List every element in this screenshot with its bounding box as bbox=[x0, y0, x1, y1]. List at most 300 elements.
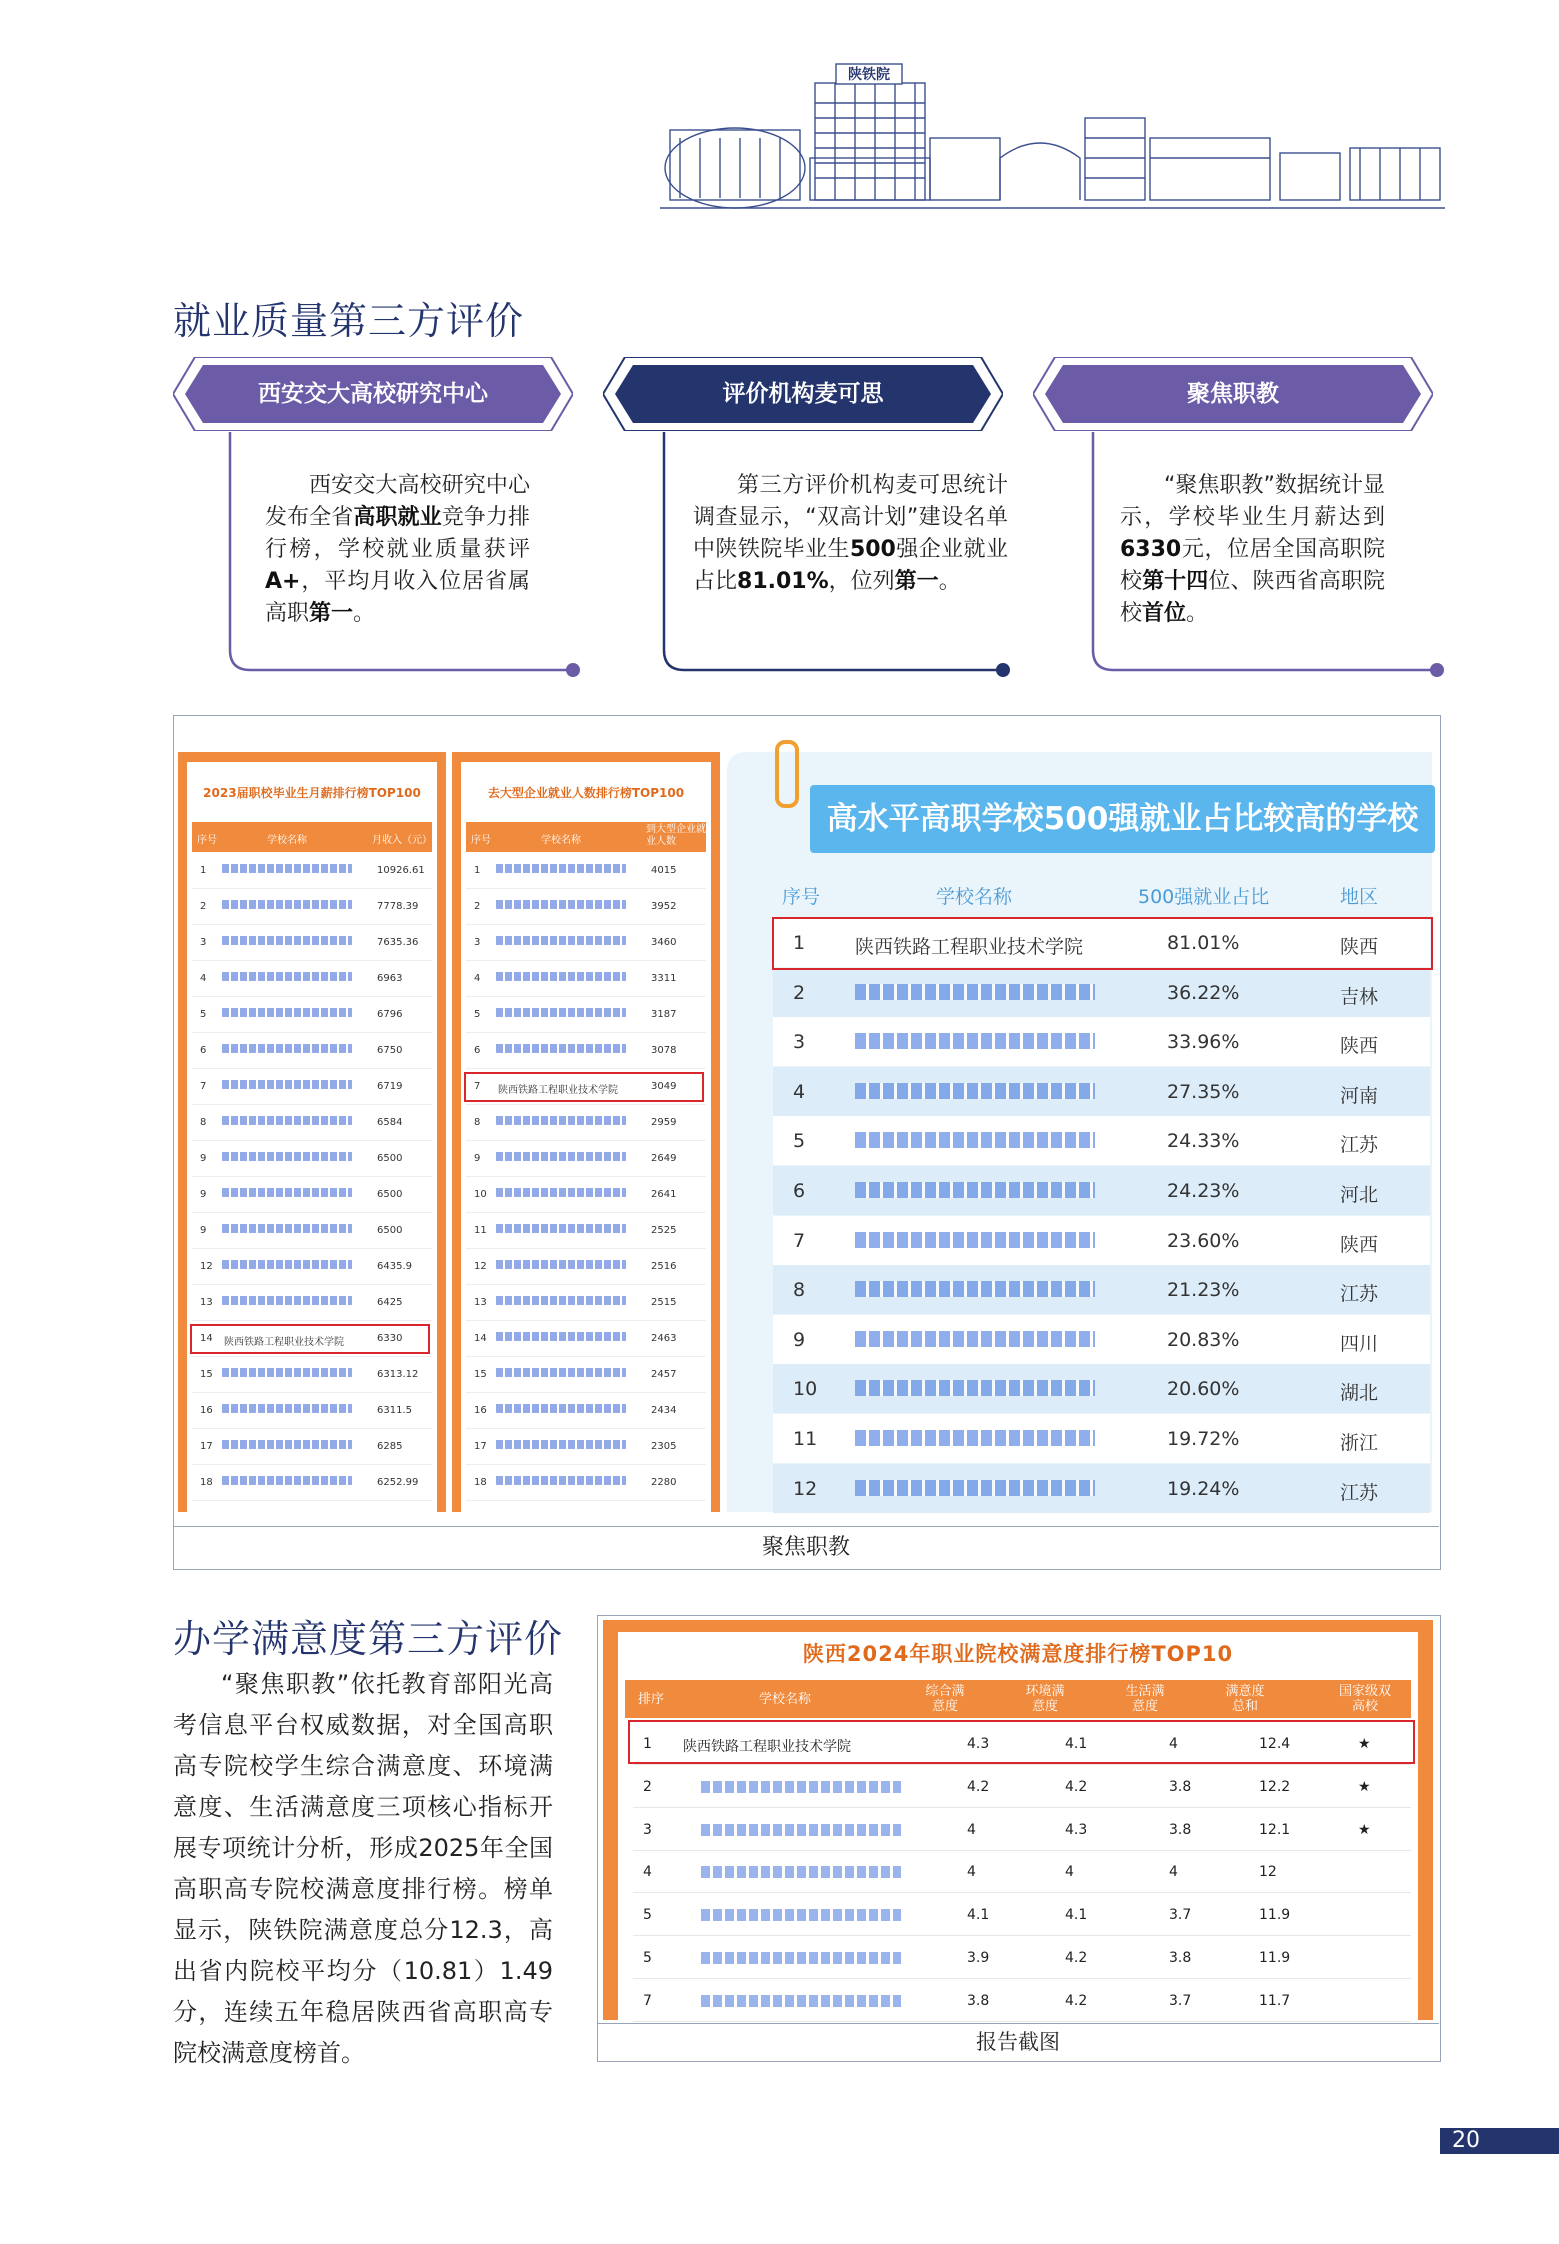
ratio-cell: 24.23% bbox=[1167, 1180, 1240, 1202]
enterprise-row bbox=[466, 924, 706, 961]
ratio-cell: 20.83% bbox=[1167, 1328, 1240, 1351]
redacted-school-name bbox=[496, 900, 626, 909]
enterprise-row bbox=[466, 996, 706, 1033]
rank-cell: 3 bbox=[474, 937, 481, 948]
card-text-fragment: 第三方评价机构麦可思统计调查显示，“双高计划”建设名单中陕铁院毕业生 bbox=[693, 473, 1008, 562]
salary-row bbox=[192, 1464, 432, 1501]
ratio-cell: 19.24% bbox=[1167, 1477, 1240, 1500]
value-cell: 6330 bbox=[377, 1333, 403, 1344]
double-high-cell: ★ bbox=[1358, 1736, 1371, 1752]
enterprise-row bbox=[466, 888, 706, 925]
salary-row bbox=[192, 960, 432, 997]
redacted-school-name bbox=[496, 1116, 626, 1125]
col-school: 学校名称 bbox=[758, 1692, 811, 1707]
enterprise-ranking-header bbox=[466, 822, 706, 852]
card-text-fragment: ，平均月收入位居省属高职 bbox=[265, 569, 530, 626]
environment-cell: 4 bbox=[1065, 1864, 1074, 1881]
card-text-fragment: 元，位居全国高职院校 bbox=[1120, 537, 1385, 594]
top500-row bbox=[773, 1067, 1430, 1116]
card-text-fragment: 。 bbox=[938, 569, 961, 594]
emphasis-text: 500 bbox=[849, 537, 896, 562]
value-cell: 2649 bbox=[651, 1153, 677, 1164]
life-cell: 4 bbox=[1169, 1736, 1178, 1752]
value-cell: 6796 bbox=[377, 1009, 403, 1020]
redacted-school-name bbox=[222, 1476, 352, 1485]
card-text-fragment: 。 bbox=[1186, 601, 1209, 626]
col-ratio: 500强就业占比 bbox=[1138, 886, 1270, 908]
redacted-school-name bbox=[496, 1044, 626, 1053]
card-banner-xjtu bbox=[173, 357, 573, 431]
overall-cell: 4 bbox=[967, 1864, 976, 1881]
rank-cell: 5 bbox=[200, 1009, 207, 1020]
redacted-school-name bbox=[701, 1781, 901, 1793]
salary-row bbox=[192, 1320, 432, 1357]
total-cell: 12 bbox=[1259, 1864, 1277, 1881]
value-cell: 2434 bbox=[651, 1405, 677, 1416]
value-cell: 6750 bbox=[377, 1045, 403, 1056]
redacted-school-name bbox=[496, 936, 626, 945]
rank-cell: 6 bbox=[200, 1045, 207, 1056]
rank-cell: 14 bbox=[200, 1333, 213, 1344]
top500-row bbox=[773, 1216, 1430, 1265]
redacted-school-name bbox=[222, 1368, 352, 1377]
life-cell: 3.8 bbox=[1169, 1778, 1192, 1795]
overall-cell: 3.9 bbox=[967, 1950, 990, 1966]
rank-cell: 1 bbox=[793, 932, 806, 954]
environment-cell: 4.3 bbox=[1065, 1821, 1088, 1838]
school-name-cell: 陕西铁路工程职业技术学院 bbox=[855, 936, 1084, 958]
rank-cell: 3 bbox=[793, 1031, 806, 1054]
ratio-cell: 27.35% bbox=[1167, 1080, 1240, 1103]
satisfaction-row bbox=[633, 1979, 1411, 2022]
top500-row bbox=[773, 1464, 1430, 1513]
total-cell: 11.9 bbox=[1259, 1950, 1291, 1966]
rank-cell: 4 bbox=[793, 1080, 806, 1103]
emphasis-text: 6330 bbox=[1120, 537, 1182, 562]
rank-cell: 7 bbox=[474, 1081, 481, 1092]
rank-cell: 13 bbox=[200, 1297, 213, 1308]
overall-cell: 4.2 bbox=[967, 1778, 990, 1795]
satisfaction-row bbox=[633, 1765, 1411, 1808]
card-text-fragment: “聚焦职教”数据统计显示，学校毕业生月薪达到 bbox=[1120, 473, 1385, 530]
rank-cell: 18 bbox=[200, 1477, 213, 1488]
redacted-school-name bbox=[222, 1440, 352, 1449]
ratio-cell: 23.60% bbox=[1167, 1229, 1240, 1252]
ratio-cell: 81.01% bbox=[1167, 932, 1240, 954]
rank-cell: 9 bbox=[793, 1328, 806, 1351]
card-text-fragment: 位、陕西省高职院校 bbox=[1120, 569, 1385, 626]
redacted-school-name bbox=[496, 1476, 626, 1485]
emphasis-text: A+ bbox=[265, 569, 301, 594]
region-cell: 湖北 bbox=[1340, 1382, 1379, 1405]
paperclip-icon bbox=[775, 740, 799, 808]
redacted-school-name bbox=[855, 1182, 1095, 1198]
salary-row bbox=[192, 1392, 432, 1429]
rank-cell: 9 bbox=[200, 1153, 207, 1164]
highlight-box-top500 bbox=[772, 917, 1433, 970]
redacted-school-name bbox=[496, 1368, 626, 1377]
redacted-school-name bbox=[701, 1952, 901, 1964]
card-text-mycos bbox=[693, 470, 1008, 598]
rank-cell: 18 bbox=[474, 1477, 487, 1488]
highlight-box-satisfaction bbox=[628, 1720, 1415, 1764]
environment-cell: 4.1 bbox=[1065, 1736, 1088, 1752]
rank-cell: 12 bbox=[793, 1477, 818, 1500]
salary-row bbox=[192, 1284, 432, 1321]
emphasis-text: 高职就业 bbox=[353, 505, 442, 530]
top500-row bbox=[773, 1265, 1430, 1314]
redacted-school-name bbox=[855, 1480, 1095, 1496]
rank-cell: 2 bbox=[793, 981, 806, 1004]
col-overall: 综合满意度 bbox=[925, 1684, 965, 1714]
life-cell: 3.7 bbox=[1169, 1992, 1192, 2009]
enterprise-ranking-title: 去大型企业就业人数排行榜TOP100 bbox=[487, 786, 685, 800]
col-life: 生活满意度 bbox=[1125, 1684, 1165, 1714]
value-cell: 6963 bbox=[377, 973, 403, 984]
col-employees: 到大型企业就业人数 bbox=[646, 824, 706, 847]
enterprise-ranking-panel bbox=[452, 752, 720, 1512]
region-cell: 陕西 bbox=[1340, 936, 1379, 958]
region-cell: 江苏 bbox=[1340, 1283, 1379, 1306]
salary-row bbox=[192, 1212, 432, 1249]
double-high-cell: ★ bbox=[1358, 1821, 1371, 1838]
environment-cell: 4.2 bbox=[1065, 1992, 1088, 2009]
redacted-school-name bbox=[701, 1866, 901, 1878]
redacted-school-name bbox=[222, 1152, 352, 1161]
enterprise-row bbox=[466, 1176, 706, 1213]
rank-cell: 9 bbox=[200, 1189, 207, 1200]
value-cell: 6719 bbox=[377, 1081, 403, 1092]
rank-cell: 1 bbox=[200, 865, 207, 876]
redacted-school-name bbox=[496, 1008, 626, 1017]
redacted-school-name bbox=[855, 1033, 1095, 1049]
redacted-school-name bbox=[496, 864, 626, 873]
card-heading-mycos: 评价机构麦可思 bbox=[722, 381, 884, 407]
region-cell: 陕西 bbox=[1340, 1035, 1379, 1058]
rank-cell: 8 bbox=[200, 1117, 207, 1128]
region-cell: 四川 bbox=[1340, 1332, 1379, 1355]
salary-ranking-panel bbox=[178, 752, 446, 1512]
salary-row bbox=[192, 852, 432, 889]
redacted-school-name bbox=[701, 1995, 901, 2007]
double-high-cell: ★ bbox=[1358, 1778, 1371, 1795]
region-cell: 吉林 bbox=[1340, 985, 1379, 1008]
salary-row bbox=[192, 1248, 432, 1285]
value-cell: 3311 bbox=[651, 973, 677, 984]
total-cell: 12.4 bbox=[1259, 1736, 1291, 1752]
value-cell: 6435.9 bbox=[377, 1261, 412, 1272]
redacted-school-name bbox=[222, 864, 352, 873]
redacted-school-name bbox=[701, 1909, 901, 1921]
card-text-fragment: 竞争力排行榜，学校就业质量获评 bbox=[265, 505, 530, 562]
enterprise-row bbox=[466, 1320, 706, 1357]
value-cell: 7635.36 bbox=[377, 937, 419, 948]
value-cell: 3187 bbox=[651, 1009, 677, 1020]
rank-cell: 7 bbox=[200, 1081, 207, 1092]
emphasis-text: 第一 bbox=[894, 569, 939, 594]
value-cell: 6252.99 bbox=[377, 1477, 419, 1488]
value-cell: 4015 bbox=[651, 865, 677, 876]
salary-row bbox=[192, 1104, 432, 1141]
total-cell: 12.2 bbox=[1259, 1778, 1291, 1795]
redacted-school-name bbox=[855, 1132, 1095, 1148]
col-school: 学校名称 bbox=[541, 835, 581, 846]
salary-row bbox=[192, 996, 432, 1033]
rank-cell: 12 bbox=[474, 1261, 487, 1272]
card-heading-xjtu: 西安交大高校研究中心 bbox=[258, 381, 488, 407]
card-text-xjtu bbox=[265, 470, 530, 630]
rank-cell: 5 bbox=[474, 1009, 481, 1020]
redacted-school-name bbox=[855, 1430, 1095, 1446]
redacted-school-name bbox=[222, 1260, 352, 1269]
value-cell: 3460 bbox=[651, 937, 677, 948]
rank-cell: 2 bbox=[643, 1778, 652, 1795]
value-cell: 6584 bbox=[377, 1117, 403, 1128]
enterprise-row bbox=[466, 1428, 706, 1465]
col-environment: 环境满意度 bbox=[1025, 1684, 1065, 1714]
satisfaction-paragraph: “聚焦职教”依托教育部阳光高考信息平台权威数据，对全国高职高专院校学生综合满意度、环境满意度、生活满意度三项核心指标开展专项统计分析，形成2025年全国高职高专院校满意度排行榜。榜单显示，陕铁院满意度总分12.3，高出省内院校平均分（10.81）1.49分，连续五年稳居陕西省高职高专院校满意度榜首。 bbox=[173, 1670, 553, 2067]
col-rank: 序号 bbox=[197, 835, 217, 846]
salary-row bbox=[192, 1068, 432, 1105]
value-cell: 3078 bbox=[651, 1045, 677, 1056]
salary-row bbox=[192, 1428, 432, 1465]
enterprise-row bbox=[466, 1104, 706, 1141]
enterprise-row bbox=[466, 1068, 706, 1105]
rank-cell: 4 bbox=[200, 973, 207, 984]
environment-cell: 4.2 bbox=[1065, 1778, 1088, 1795]
rank-cell: 16 bbox=[200, 1405, 213, 1416]
enterprise-row bbox=[466, 1140, 706, 1177]
enterprise-row bbox=[466, 1032, 706, 1069]
col-income: 月收入（元） bbox=[372, 835, 432, 846]
rank-cell: 17 bbox=[200, 1441, 213, 1452]
ratio-cell: 19.72% bbox=[1167, 1428, 1240, 1450]
card-text-fragment: ，位列 bbox=[828, 569, 895, 594]
rank-cell: 9 bbox=[474, 1153, 481, 1164]
satisfaction-table-title: 陕西2024年职业院校满意度排行榜TOP10 bbox=[802, 1642, 1234, 1666]
redacted-school-name bbox=[855, 1083, 1095, 1099]
top500-row bbox=[773, 1166, 1430, 1215]
top500-row bbox=[773, 1414, 1430, 1463]
card-text-jjzj bbox=[1120, 470, 1385, 630]
card-text-fragment: 强企业就业占比 bbox=[693, 537, 1008, 594]
redacted-school-name bbox=[222, 1188, 352, 1197]
page-number: 20 bbox=[1440, 2128, 1559, 2154]
total-cell: 11.7 bbox=[1259, 1992, 1291, 2009]
value-cell: 10926.61 bbox=[377, 865, 425, 876]
redacted-school-name bbox=[222, 1116, 352, 1125]
value-cell: 2515 bbox=[651, 1297, 677, 1308]
rank-cell: 5 bbox=[793, 1130, 806, 1153]
value-cell: 6500 bbox=[377, 1189, 403, 1200]
environment-cell: 4.2 bbox=[1065, 1950, 1088, 1966]
rank-cell: 16 bbox=[474, 1405, 487, 1416]
rank-cell: 12 bbox=[200, 1261, 213, 1272]
emphasis-text: 首位 bbox=[1142, 601, 1187, 626]
ratio-cell: 20.60% bbox=[1167, 1378, 1240, 1401]
redacted-school-name bbox=[855, 984, 1095, 1000]
rank-cell: 11 bbox=[474, 1225, 487, 1236]
card-banner-mycos bbox=[603, 357, 1003, 431]
value-cell: 2305 bbox=[651, 1441, 677, 1452]
card-banner-jjzj bbox=[1033, 357, 1433, 431]
satisfaction-row bbox=[633, 1893, 1411, 1936]
rank-cell: 7 bbox=[793, 1229, 806, 1252]
redacted-school-name bbox=[222, 1080, 352, 1089]
redacted-school-name bbox=[496, 972, 626, 981]
rank-cell: 3 bbox=[200, 937, 207, 948]
top500-row bbox=[773, 1116, 1430, 1165]
rank-cell: 2 bbox=[200, 901, 207, 912]
rank-cell: 8 bbox=[793, 1279, 806, 1302]
life-cell: 3.8 bbox=[1169, 1821, 1192, 1838]
ratio-cell: 33.96% bbox=[1167, 1031, 1240, 1054]
value-cell: 2516 bbox=[651, 1261, 677, 1272]
enterprise-row bbox=[466, 1464, 706, 1501]
life-cell: 4 bbox=[1169, 1864, 1178, 1881]
value-cell: 6285 bbox=[377, 1441, 403, 1452]
rank-cell: 3 bbox=[643, 1821, 652, 1838]
rank-cell: 6 bbox=[793, 1180, 806, 1202]
value-cell: 3049 bbox=[651, 1081, 677, 1092]
enterprise-row bbox=[466, 852, 706, 889]
emphasis-text: 第一 bbox=[309, 601, 354, 626]
redacted-school-name bbox=[701, 1824, 901, 1836]
satisfaction-row bbox=[633, 1850, 1411, 1893]
total-cell: 12.1 bbox=[1259, 1821, 1291, 1838]
salary-row bbox=[192, 924, 432, 961]
rank-cell: 10 bbox=[793, 1378, 818, 1401]
redacted-school-name bbox=[496, 1440, 626, 1449]
environment-cell: 4.1 bbox=[1065, 1907, 1088, 1924]
screenshot-caption-1: 聚焦职教 bbox=[173, 1526, 1439, 1569]
value-cell: 6313.12 bbox=[377, 1369, 419, 1380]
value-cell: 2457 bbox=[651, 1369, 677, 1380]
redacted-school-name bbox=[496, 1404, 626, 1413]
life-cell: 3.8 bbox=[1169, 1950, 1192, 1966]
col-rank: 序号 bbox=[782, 886, 821, 908]
overall-cell: 4.3 bbox=[967, 1736, 990, 1752]
life-cell: 3.7 bbox=[1169, 1907, 1192, 1924]
rank-cell: 7 bbox=[643, 1992, 652, 2009]
redacted-school-name bbox=[855, 1380, 1095, 1396]
value-cell: 2959 bbox=[651, 1117, 677, 1128]
salary-ranking-header bbox=[192, 822, 432, 852]
redacted-school-name bbox=[222, 972, 352, 981]
rank-cell: 6 bbox=[474, 1045, 481, 1056]
ratio-cell: 21.23% bbox=[1167, 1279, 1240, 1302]
rank-cell: 1 bbox=[643, 1736, 652, 1752]
salary-row bbox=[192, 1032, 432, 1069]
redacted-school-name bbox=[496, 1224, 626, 1233]
rank-cell: 17 bbox=[474, 1441, 487, 1452]
value-cell: 3952 bbox=[651, 901, 677, 912]
col-rank: 排序 bbox=[637, 1692, 664, 1707]
value-cell: 2641 bbox=[651, 1189, 677, 1200]
rank-cell: 4 bbox=[643, 1864, 652, 1881]
section-title-satisfaction: 办学满意度第三方评价 bbox=[173, 1617, 564, 1661]
emphasis-text: 81.01% bbox=[737, 569, 829, 594]
col-school: 学校名称 bbox=[936, 886, 1013, 908]
enterprise-row bbox=[466, 1356, 706, 1393]
value-cell: 2463 bbox=[651, 1333, 677, 1344]
redacted-school-name bbox=[222, 900, 352, 909]
region-cell: 陕西 bbox=[1340, 1233, 1379, 1256]
region-cell: 江苏 bbox=[1340, 1134, 1379, 1157]
enterprise-row bbox=[466, 1212, 706, 1249]
value-cell: 6311.5 bbox=[377, 1405, 412, 1416]
region-cell: 河北 bbox=[1340, 1184, 1379, 1206]
rank-cell: 13 bbox=[474, 1297, 487, 1308]
rank-cell: 15 bbox=[474, 1369, 487, 1380]
redacted-school-name bbox=[222, 1008, 352, 1017]
salary-row bbox=[192, 1356, 432, 1393]
school-name-cell: 陕西铁路工程职业技术学院 bbox=[224, 1337, 344, 1348]
redacted-school-name bbox=[496, 1332, 626, 1341]
top500-row bbox=[773, 1364, 1430, 1413]
redacted-school-name bbox=[222, 1044, 352, 1053]
redacted-school-name bbox=[855, 1281, 1095, 1297]
salary-ranking-title: 2023届职校毕业生月薪排行榜TOP100 bbox=[203, 786, 421, 800]
rank-cell: 1 bbox=[474, 865, 481, 876]
enterprise-row bbox=[466, 1284, 706, 1321]
salary-row bbox=[192, 1176, 432, 1213]
rank-cell: 11 bbox=[793, 1428, 818, 1450]
redacted-school-name bbox=[496, 1296, 626, 1305]
enterprise-row bbox=[466, 960, 706, 997]
satisfaction-row bbox=[633, 1808, 1411, 1851]
card-text-fragment: 西安交大高校研究中心发布全省 bbox=[265, 473, 530, 530]
region-cell: 江苏 bbox=[1340, 1481, 1379, 1504]
school-name-cell: 陕西铁路工程职业技术学院 bbox=[498, 1085, 618, 1096]
rank-cell: 15 bbox=[200, 1369, 213, 1380]
redacted-school-name bbox=[222, 936, 352, 945]
value-cell: 2280 bbox=[651, 1477, 677, 1488]
value-cell: 6500 bbox=[377, 1153, 403, 1164]
total-cell: 11.9 bbox=[1259, 1907, 1291, 1924]
top500-title: 高水平高职学校500强就业占比较高的学校 bbox=[810, 785, 1435, 853]
top500-row bbox=[773, 1315, 1430, 1364]
ratio-cell: 36.22% bbox=[1167, 981, 1240, 1004]
enterprise-row bbox=[466, 1248, 706, 1285]
overall-cell: 3.8 bbox=[967, 1992, 990, 2009]
rank-cell: 2 bbox=[474, 901, 481, 912]
ratio-cell: 24.33% bbox=[1167, 1130, 1240, 1153]
school-name-cell: 陕西铁路工程职业技术学院 bbox=[683, 1739, 851, 1755]
region-cell: 河南 bbox=[1340, 1084, 1379, 1107]
rank-cell: 5 bbox=[643, 1907, 652, 1924]
redacted-school-name bbox=[222, 1404, 352, 1413]
section-title-employment: 就业质量第三方评价 bbox=[173, 299, 525, 343]
col-total: 满意度总和 bbox=[1225, 1684, 1265, 1714]
redacted-school-name bbox=[222, 1296, 352, 1305]
card-heading-jjzj: 聚焦职教 bbox=[1187, 381, 1279, 407]
rank-cell: 4 bbox=[474, 973, 481, 984]
rank-cell: 9 bbox=[200, 1225, 207, 1236]
redacted-school-name bbox=[855, 1232, 1095, 1248]
salary-row bbox=[192, 1140, 432, 1177]
value-cell: 6425 bbox=[377, 1297, 403, 1308]
redacted-school-name bbox=[496, 1188, 626, 1197]
rank-cell: 14 bbox=[474, 1333, 487, 1344]
col-region: 地区 bbox=[1340, 886, 1379, 908]
screenshot-caption-2: 报告截图 bbox=[597, 2023, 1439, 2061]
satisfaction-table-header bbox=[625, 1680, 1411, 1718]
col-rank: 序号 bbox=[471, 835, 491, 846]
redacted-school-name bbox=[855, 1331, 1095, 1347]
top500-row bbox=[773, 1017, 1430, 1066]
overall-cell: 4 bbox=[967, 1821, 976, 1838]
